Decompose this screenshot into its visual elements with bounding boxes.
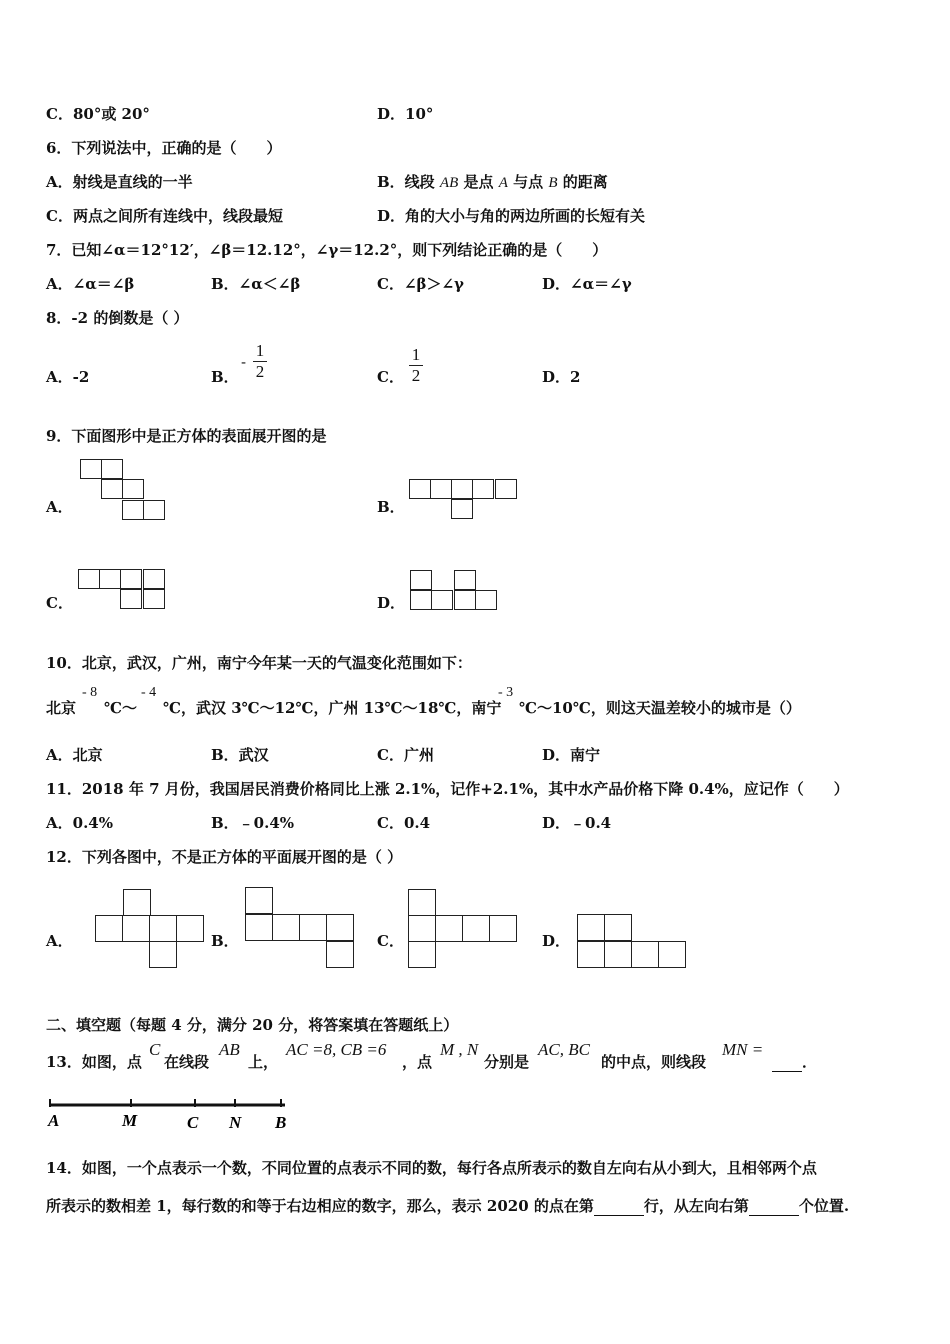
q13-condition: AC =8, CB =6 <box>286 1040 387 1059</box>
q12-option-a: A． <box>46 932 73 950</box>
q10-option-b: B．武汉 <box>211 746 269 764</box>
q13-mid-1: 在线段 <box>164 1053 210 1071</box>
q13-points-mn: M , N <box>440 1040 479 1059</box>
q8-b-numerator: 1 <box>255 341 265 360</box>
label-b: B <box>275 1113 287 1132</box>
q13-answer-blank[interactable] <box>772 1051 817 1072</box>
q10-temp-1: - 8 <box>82 685 98 700</box>
q14-row-blank[interactable] <box>594 1197 644 1216</box>
q13-segment-mn: MN = <box>722 1040 764 1059</box>
q9-option-c: C． <box>46 594 73 612</box>
q10-option-a: A．北京 <box>46 746 103 764</box>
q12-option-b: B． <box>211 932 239 950</box>
q8-option-b: B． <box>211 368 239 386</box>
q9-option-b: B． <box>377 498 405 516</box>
q13-segment-ab: AB <box>219 1040 240 1059</box>
q13-mid-2: 上， <box>248 1053 279 1071</box>
q10-end: ℃～10℃，则这天温差较小的城市是（） <box>519 699 801 717</box>
q11-stem: 11．2018 年 7 月份，我国居民消费价格同比上涨 2.1%，记作+2.1%，其中水产品价格下降 0.4%，应记作（ ） <box>46 780 849 798</box>
q13-mid-3: ，点 <box>402 1053 433 1071</box>
q10-mid-1: ℃～ <box>104 699 137 717</box>
label-m: M <box>122 1111 138 1130</box>
q8-option-d: D．2 <box>542 368 581 386</box>
q13-end: ． <box>802 1053 818 1071</box>
q13-segments-ac-bc: AC, BC <box>538 1040 590 1059</box>
q13-line-segment-figure <box>44 1095 294 1133</box>
q8-option-c: C． <box>377 368 404 386</box>
q5-option-c: C．80°或 20° <box>46 105 150 123</box>
q10-temp-2: - 4 <box>141 685 157 700</box>
q10-line-beijing: 北京 <box>46 699 77 717</box>
q9-stem: 9．下面图形中是正方体的表面展开图的是 <box>46 427 327 445</box>
q10-temp-3: - 3 <box>498 685 514 700</box>
q6-stem: 6．下列说法中，正确的是（ ） <box>46 139 282 157</box>
q9-option-d: D． <box>377 594 406 612</box>
q7-option-d: D．∠α＝∠γ <box>542 275 632 293</box>
q11-option-c: C．0.4 <box>377 814 431 832</box>
q12-option-d: D． <box>542 932 571 950</box>
q10-mid-2: ℃，武汉 3℃～12℃，广州 13℃～18℃，南宁 <box>163 699 502 717</box>
section-2-title: 二、填空题（每题 4 分，满分 20 分，将答案填在答题纸上） <box>46 1016 459 1034</box>
q8-c-denominator: 2 <box>411 366 421 385</box>
q8-option-a: A．-2 <box>46 368 90 386</box>
q8-c-numerator: 1 <box>411 345 421 364</box>
q11-option-a: A．0.4% <box>46 814 113 832</box>
q13-mid-4: 分别是 <box>484 1053 530 1071</box>
q13-pre: 13．如图，点 <box>46 1053 142 1071</box>
label-n: N <box>229 1113 242 1132</box>
q7-option-b: B．∠α＜∠β <box>211 275 301 293</box>
q6-option-c: C．两点之间所有连线中，线段最短 <box>46 207 283 225</box>
q14-position-blank[interactable] <box>749 1197 799 1216</box>
q14-line-1: 14．如图，一个点表示一个数，不同位置的点表示不同的数，每行各点所表示的数自左向右从小到大，且相邻两个点 <box>46 1159 817 1177</box>
q7-option-a: A．∠α＝∠β <box>46 275 135 293</box>
q11-option-b: B．﹣0.4% <box>211 814 295 832</box>
q6-option-b: B．线段 AB 是点 A 与点 B 的距离 <box>377 173 608 191</box>
label-c: C <box>187 1113 199 1132</box>
q7-option-c: C．∠β＞∠γ <box>377 275 464 293</box>
q11-option-d: D．﹣0.4 <box>542 814 612 832</box>
q8-b-minus-sign: - <box>241 353 247 371</box>
q8-b-fraction <box>253 342 267 381</box>
q7-stem: 7．已知∠α＝12°12′，∠β＝12.12°，∠γ＝12.2°，则下列结论正确的是（ ） <box>46 241 608 259</box>
q13-point-c: C <box>149 1040 161 1059</box>
q14-line-2: 所表示的数相差 1，每行数的和等于右边相应的数字，那么，表示 2020 的点在第 行，从左向右第 个位置. <box>46 1197 850 1215</box>
q6-option-d: D．角的大小与角的两边所画的长短有关 <box>377 207 646 225</box>
q10-option-d: D．南宁 <box>542 746 601 764</box>
q13-mid-5: 的中点，则线段 <box>601 1053 707 1071</box>
q5-option-d: D．10° <box>377 105 434 123</box>
q10-stem: 10．北京，武汉，广州，南宁今年某一天的气温变化范围如下： <box>46 654 472 672</box>
q10-option-c: C．广州 <box>377 746 434 764</box>
q8-stem: 8．-2 的倒数是（ ） <box>46 309 189 327</box>
q6-option-a: A．射线是直线的一半 <box>46 173 193 191</box>
q8-b-denominator: 2 <box>255 362 265 381</box>
q8-c-fraction <box>409 346 423 385</box>
label-a: A <box>48 1111 60 1130</box>
q9-option-a: A． <box>46 498 73 516</box>
q12-option-c: C． <box>377 932 404 950</box>
q12-stem: 12．下列各图中，不是正方体的平面展开图的是（ ） <box>46 848 403 866</box>
